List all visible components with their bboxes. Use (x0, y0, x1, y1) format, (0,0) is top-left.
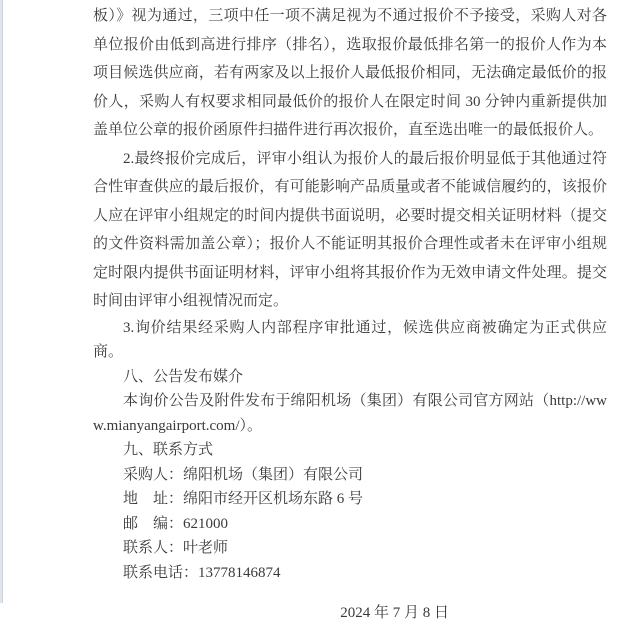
contact-address: 地 址：绵阳市经开区机场东路 6 号 (123, 491, 364, 507)
heading-contact-info: 九、联系方式 (123, 442, 214, 458)
heading-announcement-media: 八、公告发布媒介 (123, 368, 244, 385)
paragraph-final-quote-review: 2.最终报价完成后，评审小组认为报价人的最后报价明显低于其他通过符合性审查供应的最后报价，有可能影响产品质量或者不能诚信履约的，该报价人应在评审小组规定的时间内提供书面说明，必要时提交相关证明材料（提交的文件资料需加盖公章）；报价人不能证明其报价合理性或者未在评审小组规定时限内提供书面证明材料，评审小组将其报价作为无效申请文件处理。提交时间由评审小组视情况而定。 (93, 150, 607, 309)
contact-person: 联系人：叶老师 (123, 540, 229, 556)
paragraph-official-website: 本询价公告及附件发布于绵阳机场（集团）有限公司官方网站（http://www.mianyangairport.com/）。 (93, 393, 607, 434)
contact-phone: 联系电话：13778146874 (123, 564, 281, 581)
paragraph-approval-result: 3.询价结果经采购人内部程序审批通过，候选供应商被确定为正式供应商。 (93, 319, 607, 360)
contact-postcode: 邮 编：621000 (123, 515, 229, 532)
page-edge-strip (0, 0, 3, 603)
paragraph-quote-ranking: 板）》视为通过，三项中任一项不满足视为不通过报价不予接受，采购人对各单位报价由低到高进行排序（排名），选取报价最低排名第一的报价人作为本项目候选供应商，若有两家及以上报价人最低报价相同，无法确定最低价的报价人，采购人有权要求相同最低价的报价人在限定时间 30 分钟内重新提供加盖单位公章的报价函原件扫描件进行再次报价，直至选出唯一的最低报价人。 (93, 8, 607, 138)
document-date: 2024 年 7 月 8 日 (340, 605, 449, 621)
document-page (93, 2, 607, 626)
contact-purchaser: 采购人：绵阳机场（集团）有限公司 (123, 466, 364, 483)
